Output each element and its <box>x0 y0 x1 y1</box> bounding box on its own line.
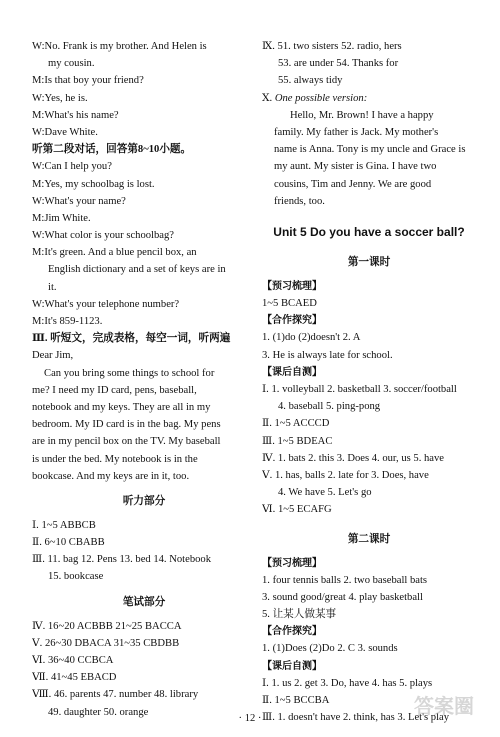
unit-title: Unit 5 Do you have a soccer ball? <box>273 224 465 239</box>
letter-line: is under the bed. My notebook is in the <box>32 453 198 465</box>
section-bracket-heading: 【合作探究】 <box>262 626 322 638</box>
lesson-2-title: 第二课时 <box>347 533 391 545</box>
listening-section-title: 听力部分 <box>122 495 166 507</box>
answer-line: Ⅷ. 46. parents 47. number 48. library <box>32 689 199 701</box>
letter-line: me? I need my ID card, pens, baseball, <box>32 384 197 396</box>
letter-line: notebook and my keys. They are all in my <box>32 401 211 413</box>
answer-line: 15. bookcase <box>48 571 104 583</box>
dialogue-line: W:Yes, he is. <box>32 92 88 104</box>
answer-line: Ⅱ. 1~5 ACCCD <box>262 418 330 430</box>
answer-line: 53. are under 54. Thanks for <box>278 58 399 70</box>
section-10-number: Ⅹ. <box>262 92 275 104</box>
dialogue-line: M:Jim White. <box>32 212 91 224</box>
answer-line: Ⅱ. 1~5 BCCBA <box>262 695 330 706</box>
answer-line: Ⅴ. 1. has, balls 2. late for 3. Does, have <box>262 469 429 481</box>
letter-line: bookcase. And my keys are in it, too. <box>32 470 190 482</box>
section-9-answers <box>262 38 476 90</box>
dialogue-line: English dictionary and a set of keys are in <box>48 264 226 276</box>
letter-line: are in my pencil box on the TV. My baseball <box>32 436 221 448</box>
dialogue-line: M:Is that boy your friend? <box>32 75 144 87</box>
right-column <box>262 38 476 726</box>
answer-line: Ⅶ. 41~45 EBACD <box>32 672 117 684</box>
section-bracket-heading: 【预习梳理】 <box>262 557 322 569</box>
answer-line: Ⅵ. 1~5 ECAFG <box>262 504 332 516</box>
essay <box>262 107 476 210</box>
answer-line: 4. We have 5. Let's go <box>278 487 372 499</box>
written-section-title: 笔试部分 <box>122 596 166 608</box>
answer-line: Ⅸ. 51. two sisters 52. radio, hers <box>262 41 402 52</box>
dialogue-line: M:It's 859-1123. <box>32 316 103 327</box>
answer-line: 3. He is always late for school. <box>262 349 393 361</box>
dialogue-line: M:Yes, my schoolbag is lost. <box>32 178 155 190</box>
answer-line: 4. baseball 5. ping-pong <box>278 401 381 413</box>
watermark: 答案圈 <box>414 694 474 718</box>
essay-line: my aunt. My sister is Gina. I have two <box>274 161 437 173</box>
letter-line: bedroom. My ID card is in the bag. My pens <box>32 419 221 431</box>
answer-line: Ⅰ. 1. volleyball 2. basketball 3. soccer/football <box>262 384 457 395</box>
dialogue-line: W:What's your telephone number? <box>32 298 180 310</box>
answer-line: Ⅵ. 36~40 CCBCA <box>32 655 114 666</box>
dialogue-1 <box>32 38 256 141</box>
answer-line: Ⅲ. 1~5 BDEAC <box>262 435 333 447</box>
left-column <box>32 38 256 721</box>
lesson-1-title: 第一课时 <box>347 256 391 268</box>
answer-line: 1~5 BCAED <box>262 298 317 310</box>
section-10-heading <box>262 90 476 107</box>
letter-line: Can you bring some things to school for <box>44 367 215 379</box>
answer-line: Ⅰ. 1. us 2. get 3. Do, have 4. has 5. plays <box>262 677 433 689</box>
section-bracket-heading: 【合作探究】 <box>262 315 322 327</box>
section-bracket-heading: 【课后自测】 <box>262 366 322 378</box>
answer-line: Ⅳ. 1. bats 2. this 3. Does 4. our, us 5. have <box>262 452 444 464</box>
answer-line: Ⅱ. 6~10 CBABB <box>32 537 105 549</box>
letter <box>32 347 256 485</box>
essay-line: friends, too. <box>274 195 325 207</box>
answer-line: 1. (1)do (2)doesn't 2. A <box>262 332 361 344</box>
dialogue-line: W:No. Frank is my brother. And Helen is <box>32 41 207 52</box>
essay-line: Hello, Mr. Brown! I have a happy <box>290 109 434 121</box>
answer-line: Ⅴ. 26~30 DBACA 31~35 CBDBB <box>32 637 180 649</box>
answer-line: 49. daughter 50. orange <box>48 706 149 718</box>
dialogue-line: W:What's your name? <box>32 195 126 207</box>
dialogue-line: W:Can I help you? <box>32 161 112 173</box>
dialogue-line: it. <box>48 281 57 293</box>
section-bracket-heading: 【课后自测】 <box>262 660 322 672</box>
page-number: · 12 · <box>238 713 262 724</box>
section-3-heading: Ⅲ. 听短文，完成表格，每空一词，听两遍 <box>32 333 231 345</box>
letter-line: Dear Jim, <box>32 350 74 362</box>
dialogue-2 <box>32 158 256 330</box>
dialogue-line: M:What's his name? <box>32 109 119 121</box>
section-bracket-heading: 【预习梳理】 <box>262 280 322 292</box>
written-answers <box>32 618 256 721</box>
lesson-1-answers <box>262 278 476 519</box>
dialogue-line: my cousin. <box>48 58 95 70</box>
answer-line: Ⅲ. 11. bag 12. Pens 13. bed 14. Notebook <box>32 554 212 566</box>
answer-line: Ⅰ. 1~5 ABBCB <box>32 519 96 531</box>
answer-line: 55. always tidy <box>278 75 343 87</box>
answer-line: 1. four tennis balls 2. two baseball bats <box>262 574 428 586</box>
answer-line: Ⅲ. 1. doesn't have 2. think, has 3. Let's play <box>262 712 450 724</box>
essay-line: family. My father is Jack. My mother's <box>274 126 439 138</box>
answer-line: 1. (1)Does (2)Do 2. C 3. sounds <box>262 643 398 655</box>
listening-answers <box>32 517 256 586</box>
section-10-label: One possible version: <box>274 92 368 104</box>
dialogue-line: W:What color is your schoolbag? <box>32 230 174 242</box>
listening-instruction: 听第二段对话，回答第8~10小题。 <box>32 144 192 156</box>
answer-line: 5. 让某人做某事 <box>262 609 337 621</box>
answer-line: Ⅳ. 16~20 ACBBB 21~25 BACCA <box>32 620 182 632</box>
essay-line: cousins, Tim and Jenny. We are good <box>274 178 432 190</box>
dialogue-line: M:It's green. And a blue pencil box, an <box>32 247 197 259</box>
dialogue-line: W:Dave White. <box>32 126 98 138</box>
answer-line: 3. sound good/great 4. play basketball <box>262 591 423 603</box>
essay-line: name is Anna. Tony is my uncle and Grace is <box>274 144 466 156</box>
